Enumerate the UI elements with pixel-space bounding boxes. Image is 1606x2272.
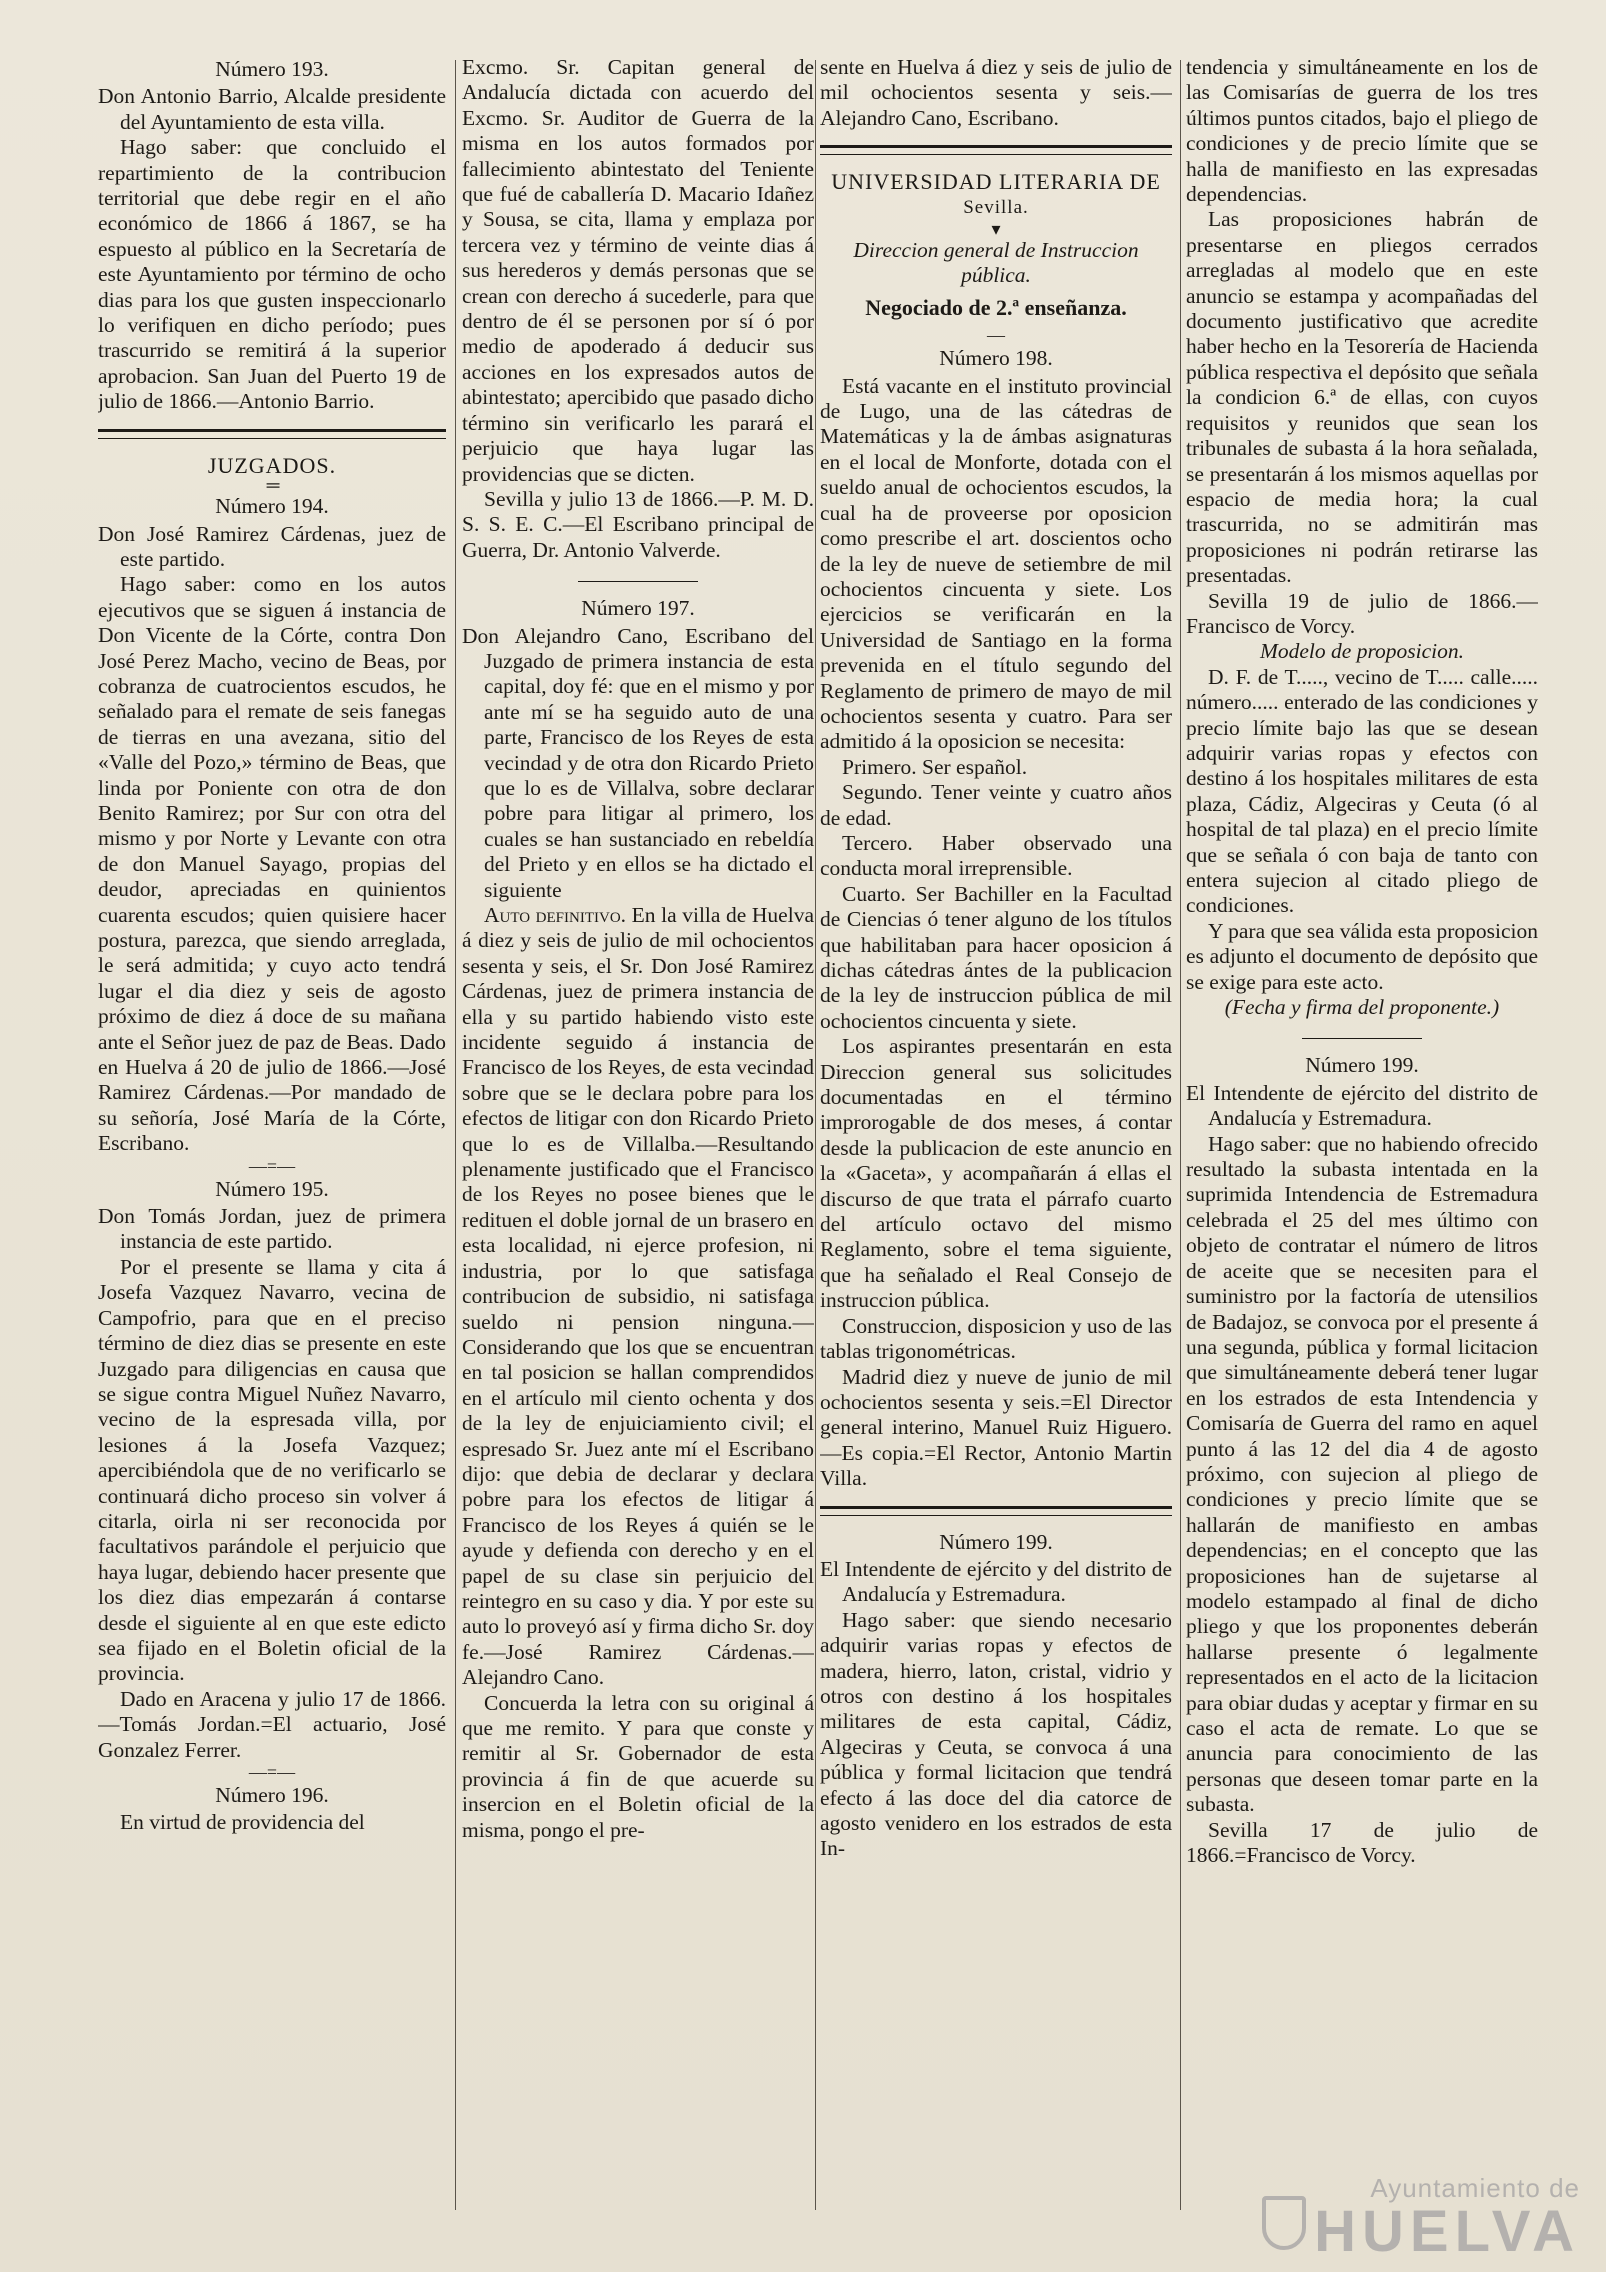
- watermark-line-1: Ayuntamiento de: [1370, 2173, 1580, 2203]
- column-divider: [455, 60, 456, 2210]
- column-1: [98, 55, 446, 2255]
- auto-label: Auto definitivo.: [484, 903, 627, 927]
- separator: —=—: [248, 1155, 296, 1176]
- model-text: D. F. de T....., vecino de T..... calle..... número..... enterado de las condiciones y precio límite bajo las que se desean adquirir varias ropas y efectos con destino á los hospitales militares de esta plaza, Cádiz, Algeciras y Ceuta (ó al hospital de tal plaza) en el precio límite que se señala ó con baja de tanto con entera sujecion al citado pliego de condiciones.: [1186, 664, 1538, 918]
- requirement: Tercero. Haber observado una conducta moral irreprensible.: [820, 830, 1172, 881]
- notice-body: Las proposiciones habrán de presentarse en pliegos cerrados arregladas al modelo que en este anuncio se estampa y acompañadas del documento justificativo que acredite haber hecho en la Tesorería de Hacienda pública respectiva el depósito que señala la condicion 6.ª de ellas, con cuyos requisitos y reunidos que sean los tribunales de subasta á la hora señalada, se presentarán á los mismos aquellas por espacio de media hora; la cual trascurrida, no se admitirán mas proposiciones ni podrán retirarse las presentadas.: [1186, 207, 1538, 588]
- notice-body: Hago saber: que concluido el repartimiento de la contribucion territorial que debe regir en el año económico de 1866 á 1867, se ha espuesto al público en la Secretaría de este Ayuntamiento por término de ocho dias para los que gusten inspeccionarlo lo verifiquen en dicho período; pues trascurrido se remitirá á la superior aprobacion. San Juan del Puerto 19 de julio de 1866.—Antonio Barrio.: [98, 135, 446, 414]
- notice-heading: Don Alejandro Cano, Escribano del Juzgado de primera instancia de esta capital, doy fé: que en el mismo y por ante mí se ha seguido auto de una parte, Francisco de los Reyes de esta vecindad y de otra don Ricardo Prieto que lo es de Villalva, sobre declarar pobre para litigar al primero, los cuales se han sustanciado en rebeldía del Prieto y en ellos se ha dictado el siguiente: [462, 623, 814, 902]
- notice-heading: El Intendente de ejército y del distrito de Andalucía y Estremadura.: [820, 1556, 1172, 1607]
- column-2: [462, 55, 814, 2255]
- notice-number: Número 195.: [215, 1176, 329, 1201]
- separator: —: [987, 325, 1005, 346]
- short-rule: [1302, 1038, 1422, 1039]
- notice-body: Hago saber: como en los autos ejecutivos que se siguen á instancia de Don Vicente de la Córte, contra Don José Perez Macho, vecino de Beas, por cobranza de cuatrocientos escudos, he señalado para el remate de seis fanegas de tierras en una avezana, sitio del «Valle del Pozo,» término de Beas, que linda por Poniente con otra de don Benito Ramirez; por Sur con otra del mismo y por Norte y Levante con otra de don Manuel Sayago, propias del deudor, apreciadas en quinientos cuarenta escudos; quien quisiere hacer postura, parezca, que siendo arreglada, le será admitida; y cuyo acto tendrá lugar el dia diez y seis de agosto próximo de diez á doce de su mañana ante el Señor juez de paz de Beas. Dado en Huelva á 20 de julio de 1866.—José Ramirez Cárdenas.—Por mandado de su señoría, José María de la Córte, Escribano.: [98, 572, 446, 1156]
- direction-heading: Direccion general de Instruccion pública.: [853, 238, 1139, 288]
- short-rule: [578, 581, 698, 582]
- requirement: Segundo. Tener veinte y cuatro años de edad.: [820, 780, 1172, 830]
- notice-number: Número 199.: [939, 1529, 1053, 1554]
- notice-heading: Don Antonio Barrio, Alcalde presidente del Ayuntamiento de esta villa.: [98, 84, 446, 134]
- notice-number: Número 194.: [215, 494, 329, 519]
- notice-signature: Madrid diez y nueve de junio de mil ochocientos sesenta y seis.=El Director general interino, Manuel Ruiz Higuero.—Es copia.=El Rector, Antonio Martin Villa.: [820, 1364, 1172, 1491]
- archive-watermark: [1314, 2173, 1580, 2264]
- notice-body: Hago saber: que no habiendo ofrecido resultado la subasta intentada en la suprimida Intendencia de Estremadura celebrada el 25 del mes último con objeto de contratar el número de litros de aceite que se necesiten para el suministro por la factoría de utensilios de Badajoz, se convoca por el presente á una segunda, pública y formal licitacion que simultáneamente deberá tener lugar en los estrados de esta Intendencia y Comisaría de Guerra del ramo en aquel punto á las 12 del dia 4 de agosto próximo, con sujecion al pliego de condiciones y precio límite que se hallarán de manifiesto en ambas dependencias; en el concepto que las proposiciones han de sujetarse al modelo estampado al final de dicho pliego y que los proponentes deberán hallarse presente ó legalmente representados en el acto de la licitacion para obiar dudas y aceptar y firmar en su caso el acta de remate. Lo que se anuncia para conocimiento de las personas que deseen tomar parte en la subasta.: [1186, 1131, 1538, 1817]
- section-rule: [98, 429, 446, 439]
- notice-body: tendencia y simultáneamente en los de las Comisarías de guerra de los tres últimos puntos citados, bajo el pliego de condiciones y de precio límite que se halla de manifiesto en las expresadas dependencias.: [1186, 55, 1538, 207]
- notice-body: Hago saber: que siendo necesario adquirir varias ropas y efectos de madera, hierro, laton, cristal, vidrio y otros con destino á los hospitales militares de esta capital, Cádiz, Algeciras y Ceuta, se convoca á una pública y formal licitacion que tendrá efecto á las doce del dia catorce de agosto venidero en los estrados de esta In-: [820, 1607, 1172, 1861]
- section-rule: [820, 145, 1172, 155]
- section-heading: UNIVERSIDAD LITERARIA DE: [831, 169, 1161, 195]
- notice-body: Está vacante en el instituto provincial de Lugo, una de las cátedras de Matemáticas y la de ámbas asignaturas en el local de Monforte, dotada con el sueldo anual de ochocientos escudos, la cual ha de proveerse por oposicion como prescribe el art. doscientos ocho de la ley de nueve de setiembre de mil ochocientos cincuenta y siete. Los ejercicios se verificarán en la Universidad de Santiago en la forma prevenida en el título segundo del Reglamento de primero de mayo de mil ochocientos sesenta y cuatro. Para ser admitido á la oposicion se necesita:: [820, 373, 1172, 754]
- requirement: Cuarto. Ser Bachiller en la Facultad de Ciencias ó tener alguno de los títulos que habilitaban para hacer oposicion á dichas cátedras ántes de la publicacion de la ley de instruccion pública de mil ochocientos cincuenta y siete.: [820, 881, 1172, 1033]
- model-signature-line: (Fecha y firma del proponente.): [1224, 995, 1500, 1020]
- notice-heading: El Intendente de ejército del distrito de Andalucía y Estremadura.: [1186, 1080, 1538, 1131]
- notice-heading: Don Tomás Jordan, juez de primera instancia de este partido.: [98, 1204, 446, 1254]
- notice-number: Número 198.: [939, 346, 1053, 371]
- notice-body: En virtud de providencia del: [120, 1810, 365, 1835]
- separator: ▾: [991, 219, 1001, 240]
- double-rule: ═: [266, 475, 278, 496]
- model-text: Y para que sea válida esta proposicion es adjunto el documento de depósito que se exige para este acto.: [1186, 918, 1538, 994]
- notice-number: Número 193.: [215, 57, 329, 81]
- notice-signature: Sevilla 19 de julio de 1866.—Francisco de Vorcy.: [1186, 588, 1538, 638]
- column-divider: [815, 60, 816, 2210]
- column-4: [1186, 55, 1538, 2255]
- notice-number: Número 199.: [1305, 1053, 1419, 1078]
- section-rule: [820, 1506, 1172, 1516]
- notice-number: Número 196.: [215, 1783, 329, 1807]
- notice-signature: Sevilla 17 de julio de 1866.=Francisco de Vorcy.: [1186, 1817, 1538, 1868]
- notice-body: sente en Huelva á diez y seis de julio de mil ochocientos sesenta y seis.—Alejandro Cano, Escribano.: [820, 55, 1172, 130]
- notice-signature: Dado en Aracena y julio 17 de 1866.—Tomás Jordan.=El actuario, José Gonzalez Ferrer.: [98, 1686, 446, 1762]
- column-divider: [1180, 60, 1181, 2210]
- requirement: Primero. Ser español.: [842, 754, 1028, 779]
- column-3: [820, 55, 1172, 2255]
- section-subheading: Sevilla.: [963, 196, 1029, 218]
- notice-heading: Don José Ramirez Cárdenas, juez de este partido.: [98, 521, 446, 571]
- negociado-heading: Negociado de 2.ª enseñanza.: [865, 294, 1127, 320]
- model-heading: Modelo de proposicion.: [1259, 639, 1465, 664]
- notice-number: Número 197.: [581, 596, 695, 621]
- notice-body: Por el presente se llama y cita á Josefa Vazquez Navarro, vecina de Campofrio, para que en el preciso término de diez dias se presente en este Juzgado para diligencias en causa que se sigue contra Miguel Nuñez Navarro, vecino de la espresada villa, por lesiones á la Josefa Vazquez; apercibiéndola que de no verificarlo se continuará dicho proceso sin volver á citarla, oirla ni ser reconocida por facultativos parándole el perjuicio que haya lugar, debiendo hacer presente que los diez dias empezarán á contarse desde el siguiente al en que este edicto sea fijado en el Boletin oficial de la provincia.: [98, 1254, 446, 1686]
- notice-body: Concuerda la letra con su original á que me remito. Y para que conste y remitir al Sr. Gobernador de esta provincia á fin de que acuerde su insercion en el Boletin oficial de la misma, pongo el pre-: [462, 1690, 814, 1842]
- watermark-line-2: HUELVA: [1314, 2199, 1580, 2264]
- notice-body: Los aspirantes presentarán en esta Direccion general sus solicitudes documentadas en el término improrogable de dos meses, á contar desde la publicacion de este anuncio en la «Gaceta», y acompañarán á ellas el discurso de que trata el párrafo cuarto del artículo octavo del mismo Reglamento, sobre el tema siguiente, que ha señalado el Real Consejo de instruccion pública.: [820, 1034, 1172, 1313]
- notice-body: Excmo. Sr. Capitan general de Andalucía dictada con acuerdo del Excmo. Sr. Auditor de Guerra de la misma en los autos formados por fallecimiento abintestato del Teniente que fué de caballería D. Macario Idañez y Sousa, se cita, llama y emplaza por tercera vez y término de veinte dias á sus herederos y demás personas que se crean con derecho á sucederle, para que dentro de él se personen por sí ó por medio de apoderado á deducir sus acciones en los expresados autos de abintestato; apercibido que pasado dicho término sin verificarlo les parará el perjuicio que haya lugar las providencias que se dicten.: [462, 55, 814, 486]
- auto-text: En la villa de Huelva á diez y seis de julio de mil ochocientos sesenta y seis, el Sr. Don José Ramirez Cárdenas, juez de primera instancia de ella y su partido habiendo visto este incidente seguido á instancia de Francisco de los Reyes, de esta vecindad sobre que se le declara pobre para los efectos de litigar con don Ricardo Prieto que lo es de Villalba.—Resultando plenamente justificado que el Francisco de los Reyes no posee bienes que le redituen el doble jornal de un brasero en esta localidad, ni ejerce profesion, ni industria, por lo que satisfaga contribucion de subsidio, ni satisfaga sueldo ni pension ninguna.—Considerando que los que se encuentran en tal posicion se hallan comprendidos en el artículo mil ciento ochenta y dos de la ley de enjuiciamiento civil; el espresado Sr. Juez ante mí el Escribano dijo: que debia de declarar y declara pobre para los efectos de litigar á Francisco de los Reyes á quién se le ayude y defienda con derecho y en el papel de su clase sin perjuicio del reintegro en su caso y dia. Y por este su auto lo proveyó así y firma dicho Sr. doy fe.—José Ramirez Cárdenas.—Alejandro Cano.: [462, 903, 814, 1690]
- shield-icon: [1262, 2196, 1306, 2250]
- notice-signature: Sevilla y julio 13 de 1866.—P. M. D. S. S. E. C.—El Escribano principal de Guerra, Dr. Antonio Valverde.: [462, 486, 814, 562]
- notice-body: Construccion, disposicion y uso de las tablas trigonométricas.: [820, 1313, 1172, 1364]
- notice-body: [462, 903, 814, 1691]
- section-heading: JUZGADOS.: [207, 452, 337, 478]
- separator: —=—: [248, 1762, 296, 1782]
